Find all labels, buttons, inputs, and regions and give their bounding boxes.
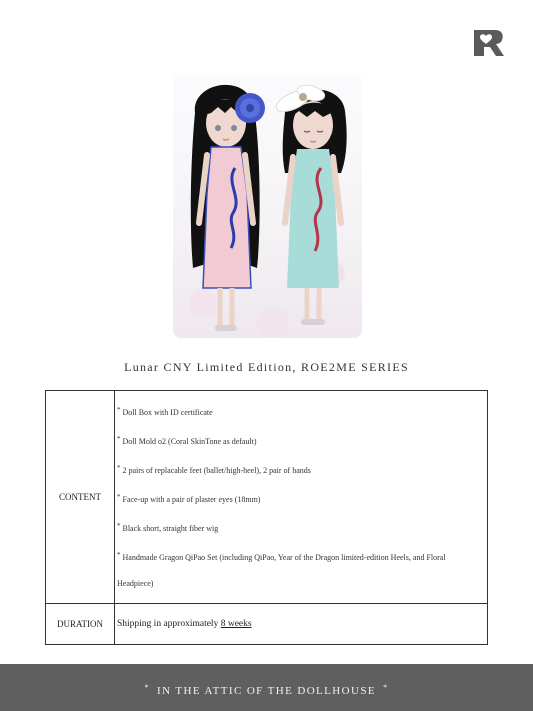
list-item: * 2 pairs of replacable feet (ballet/high-heel), 2 pair of hands <box>117 464 311 475</box>
footer-star-left: * <box>144 683 150 692</box>
list-item: * Face-up with a pair of plaster eyes (18mm) <box>117 493 261 504</box>
list-item: * Handmade Gragon QiPao Set (including QiPao, Year of the Dragon limited-edition Heels, and Floral Headpiece) <box>117 551 446 588</box>
spec-table <box>45 390 488 645</box>
duration-weeks: 8 weeks <box>220 619 252 629</box>
footer-star-right: * <box>383 683 389 692</box>
duration-row <box>46 604 488 645</box>
content-list <box>115 391 488 604</box>
footer-text: IN THE ATTIC OF THE DOLLHOUSE <box>157 685 376 697</box>
roe2me-logo-icon <box>471 28 505 58</box>
two-dolls-in-qipao-photo <box>173 73 362 338</box>
duration-label: DURATION <box>46 604 115 645</box>
list-item: * Black short, straight fiber wig <box>117 522 219 533</box>
content-row <box>46 391 488 604</box>
content-label: CONTENT <box>46 391 115 604</box>
list-item: * Doll Box with ID certificate <box>117 406 213 417</box>
footer-banner <box>0 664 533 711</box>
product-photo <box>173 73 362 338</box>
product-caption: Lunar CNY Limited Edition, ROE2ME SERIES <box>124 360 409 374</box>
list-item: * Doll Mold o2 (Coral SkinTone as default) <box>117 435 257 446</box>
duration-value: Shipping in approximately 8 weeks <box>115 604 488 645</box>
